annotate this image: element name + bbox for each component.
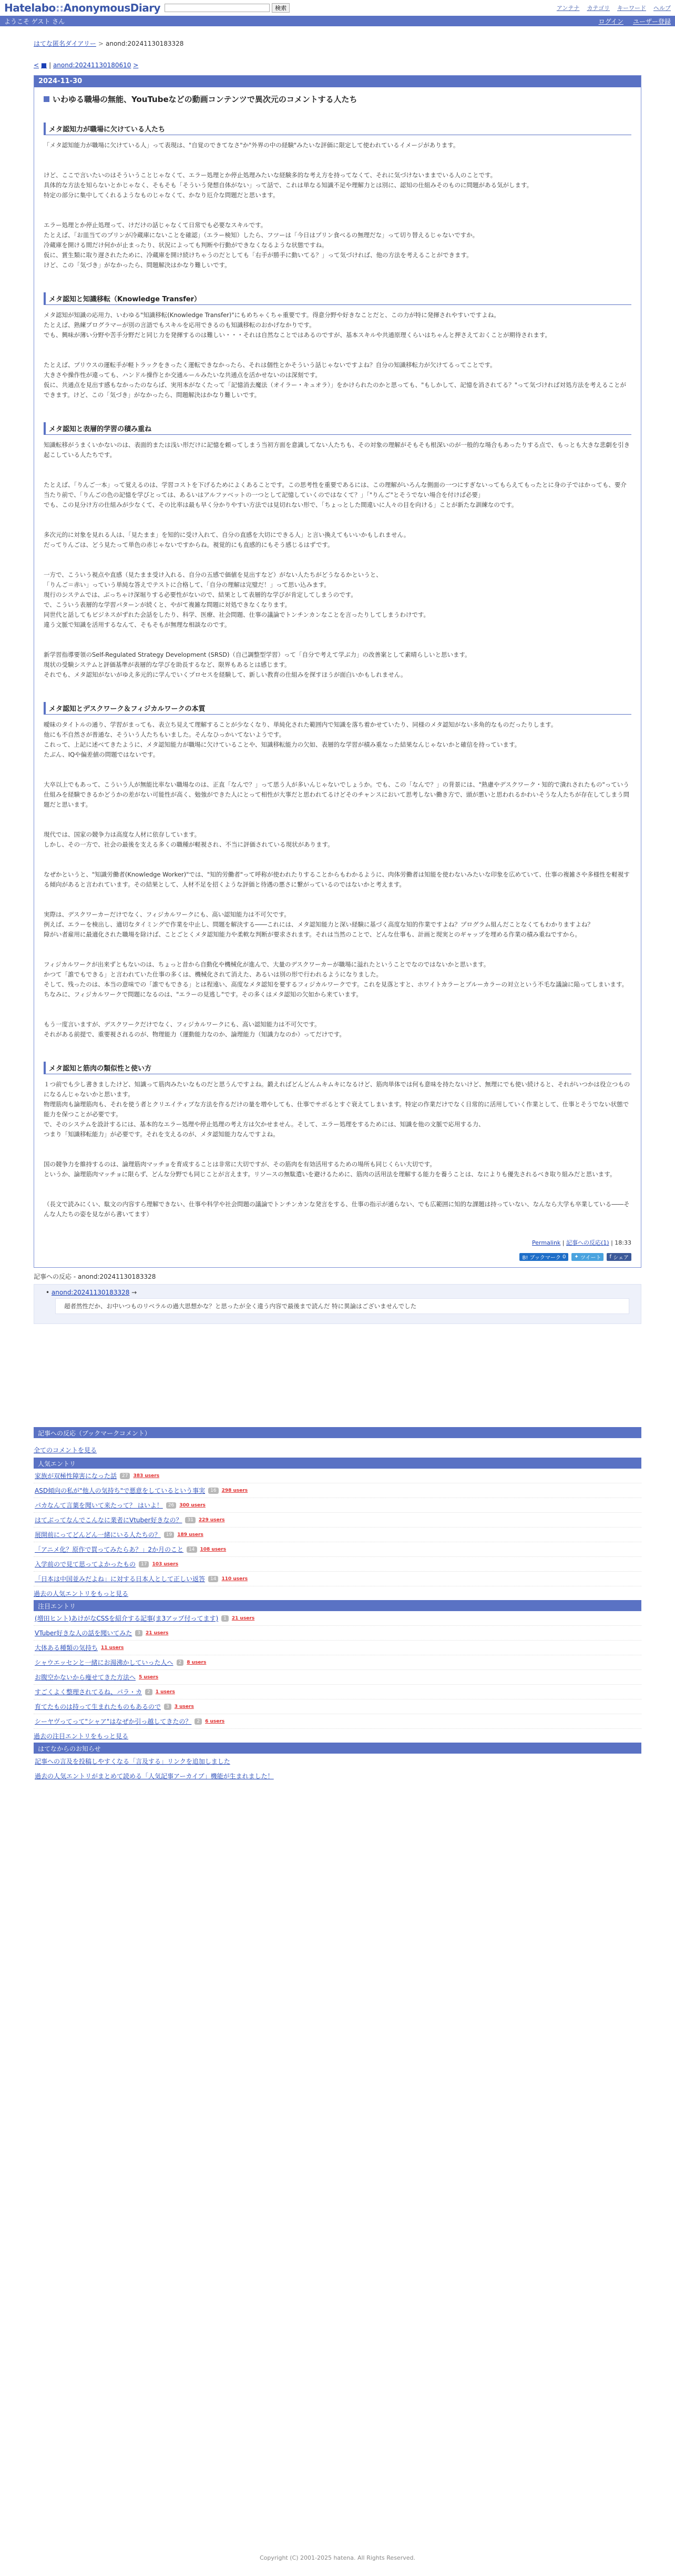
paragraph-line: 曖昧のタイトルの通り、学習がまっても、表立ち見えて理解することが少なくなり、単純化された範囲内で知識を落ち着かせていたり、同様のメタ認知がない多角的なものだったりします。: [44, 721, 557, 728]
comment-count-badge: 2: [195, 1718, 202, 1725]
all-comments: [34, 1445, 641, 1454]
paragraph-line: 違う文脈で知識を活用するなんて、そもそもが無理な相談なのです。: [44, 621, 231, 628]
paragraph-line: しかし、その一方で、社会の最後を支える多くの職種が軽視され、不当に評価されている現状があります。: [44, 841, 334, 848]
entry-link[interactable]: 「アニメ化？原作で買ってみたらあ？」2か月のこと: [35, 1546, 184, 1553]
bookmark-comments-header: 記事への反応（ブックマークコメント）: [34, 1427, 641, 1438]
paragraph-line: それでも、メタ認知がないがゆえ多元的に学んでいくプロセスを経験して、新しい教育の仕組みを探すほうが面白いかもしれません。: [44, 671, 407, 678]
comment-count-badge: 2: [177, 1659, 184, 1666]
paragraph-line: 大きさや操作性が違っても、ハンドル操作とか交通ルールみたいな共通点を活かせないのは深刻です。: [44, 371, 321, 379]
popular-more-link[interactable]: 過去の人気エントリをもっと見る: [34, 1590, 129, 1597]
paragraph-line: 大卒以上でもあって、こういう人が無能比率ない職場なのは、正直「なんで？」って思う人が多いんじゃないでしょうか。でも、この「なんで？」の背景には、"熟慮やデスクワーク・知的で潰れされたもの"っていう仕組みを経験できるかどうかの差がない可能性が高く、勉強ができた人にとって相性が大事だと思われてるけどそのチャンスにおいて思考しない働き方で、頭が悪いと思われるかわいそうな人たちが存在してしまう問題だと思います。: [44, 781, 630, 808]
entry-link[interactable]: すごくよく整理されてるね、パラ・カ: [35, 1688, 142, 1696]
info-link[interactable]: 記事への言及を投稿しやすくなる「言及する」リンクを追加しました: [35, 1757, 230, 1765]
comment-count-badge: 2: [145, 1689, 152, 1695]
entry-title[interactable]: [44, 94, 631, 105]
comment-count-badge: 3: [164, 1704, 171, 1710]
welcome-bar: [0, 16, 675, 26]
day-date: 2024-11-30: [34, 76, 641, 87]
bookmark-users-link[interactable]: 383 users: [133, 1473, 160, 1479]
info-item: [34, 1768, 641, 1783]
bookmark-users-link[interactable]: 1 users: [155, 1689, 175, 1695]
paragraph-line: 現代では、国家の競争力は高度な人材に依存しています。: [44, 831, 201, 838]
paragraph-line: エラー処理とか停止処理って、けだけの話じゃなくて日常でも必要なスキルです。: [44, 221, 267, 229]
bookmark-users-link[interactable]: 6 users: [205, 1718, 225, 1724]
paragraph-line: 仮に、共通点を見出す感もなかったのならば、実用本がなくたって「記憶消去魔法（オイラー・キュオラ）」をかけられたのかと思っても、"もしかして、記憶を消されてる？"って気づければ対処方法を考えることができます。けど、この「気づき」がなかったら、問題解決はかなり難しいです。: [44, 381, 627, 399]
bookmark-section: [34, 1427, 641, 1783]
copyright: Copyright (C) 2001-2025 hatena. All Rights Reserved.: [260, 2554, 415, 2561]
pager-next[interactable]: >: [133, 62, 139, 69]
reaction-link[interactable]: anond:20241130183328: [51, 1289, 130, 1296]
entry-list-item: [34, 1670, 641, 1685]
paragraph-gap: [44, 1139, 631, 1159]
entry-list-item: [34, 1699, 641, 1714]
comment-count-badge: 1: [221, 1615, 229, 1622]
all-comments-link[interactable]: 全てのコメントを見る: [34, 1447, 97, 1454]
entry-sections: [44, 123, 631, 1219]
entry-list-item: [34, 1572, 641, 1586]
paragraph-line: （長文で読みにくい、駄文の内容すら理解できない、仕事や科学や社会問題の議論でトンチンカンな発言をする、仕事の指示が通らない、でも広範囲に知的な課題は持っていない、なんなら大学も卒業している――そんな人たちの姿を見ながら書いてます）: [44, 1200, 630, 1218]
bookmark-users-link[interactable]: 229 users: [198, 1517, 225, 1523]
breadcrumb-current: anond:20241130183328: [105, 40, 184, 47]
login-link[interactable]: ログイン: [598, 17, 623, 25]
paragraph-line: つまり「知識移転能力」が必要です。それを支えるのが、メタ認知能力なんですよね。: [44, 1131, 279, 1138]
paragraph-line: 現状の受験システムと評価基準が表層的な学びを助長するなど、限界もあるとは感じます。: [44, 661, 291, 668]
paragraph-line: というか、論理筋肉マッチョに限らず、どんな分野でも同じことが言えます。リソースの無駄遣いを避けるために、筋肉の活用法を理解する能力を養うことは、なによりも優先されるべき取り組みだと思います。: [44, 1170, 616, 1178]
breadcrumb-arrow: >: [98, 40, 104, 47]
nav-antenna[interactable]: アンテナ: [556, 5, 580, 12]
paragraph-line: 特定の部分に集中してくれるようなものじゃなくて、かなり厄介な問題だと思います。: [44, 191, 279, 199]
bookmark-users-link[interactable]: 11 users: [101, 1645, 124, 1651]
search-form: [165, 3, 290, 13]
register-link[interactable]: ユーザー登録: [632, 17, 671, 25]
paragraph-line: 知識転移がうまくいかないのは、表面的または浅い形だけに記憶を頼ってしまう当初方面を意識してない人たちも、その対象の理解がそもそも根深いのが一般的な場合もあったりする点で、もっとも大きな悲劇を引き起こしている人たちです。: [44, 441, 630, 459]
section-heading: メタ認知力が職場に欠けている人たち: [44, 123, 631, 135]
bookmark-users-link[interactable]: 8 users: [187, 1659, 207, 1665]
popular-header: 人気エントリ: [34, 1458, 641, 1469]
paragraph-line: 実際は、デスクワーカーだけでなく、フィジカルワークにも、高い認知能力は不可欠です。: [44, 911, 290, 918]
bookmark-users-link[interactable]: 189 users: [177, 1532, 203, 1538]
paragraph-line: １つ前でも少し書きましたけど、知識って筋肉みたいなものだと思うんですよね。鍛えればどんどんムキムキになるけど、筋肉単体では何も意味を持たないけど、無理にでも使い続けると、それがいつかは役立つものになるんじゃないかと思います。: [44, 1081, 630, 1098]
entry-list-item: [34, 1641, 641, 1655]
paragraph-line: たとえば、「お皿当てのプリンが冷蔵庫にないことを確認」（エラー検知）したら、フツーは「今日はプリン食べるの無理だな」って切り替えるじゃないですか。: [44, 231, 479, 239]
popular-list: [34, 1469, 641, 1586]
entry-link[interactable]: 「日本は中国並みだよね」に対する日本人として正しい返答: [35, 1575, 206, 1583]
paragraph-line: そして、残ったのは、本当の意味での「誰でもできる」とは程遠い、高度なメタ認知を要するフィジカルワークです。これを見落とすと、ホワイトカラーとブルーカラーの対立という不毛な議論に陥ってしまいます。: [44, 981, 628, 988]
entry-link[interactable]: 入学前ので見て思ってよかったもの: [35, 1561, 136, 1568]
paragraph-line: で、そのシステムを設計するには、基本的なエラー処理や停止処理の考え方は欠かせません。そして、エラー処理をするためには、知識を他の文脈で応用する力、: [44, 1121, 485, 1128]
hatena-bookmark-button[interactable]: B! ブックマーク 0: [519, 1253, 568, 1261]
paragraph-line: たとえば、「りんご一本」って覚えるのは、学習コストを下げるためによくあることです。この思考性を重要であるには、この理解がいろんな側面の一つにすぎないってもらえてもったとに身の子ではかっても、要介当たり前で、「りんごの色の記憶を学びとっては、あるいはアルファベットの一つとして記憶していくのではなくて？」「"りんご"とそうでない場合を付けば必要」: [44, 481, 627, 498]
comment-count-badge: 16: [208, 1488, 218, 1494]
paragraph-line: 仮に、賞生類に取り遅されたために、冷蔵庫を開け続けちゃうのだとしても「右手が勝手に動いてる？」って気づければ、他の方法を考えることができます。: [44, 251, 473, 259]
bookmark-users-link[interactable]: 103 users: [152, 1561, 179, 1567]
comment-count-badge: 14: [187, 1546, 197, 1553]
entry-footer: Permalink | 記事への反応(1) | 18:33: [532, 1239, 631, 1246]
paragraph-line: でも、興味が薄い分野や苦手分野だと同じ力を発揮するのは難しい・・・それは自然なことではあるのですが、基本スキルや共通原理くらいはちゃんと押さえておくことが期待されます。: [44, 331, 551, 339]
facebook-share-button[interactable]: f シェア: [607, 1253, 631, 1261]
nav-keyword[interactable]: キーワード: [617, 5, 646, 12]
paragraph-line: 例えば、エラーを検出し、適切なタイミングで作業を中止し、問題を解決する――これには、メタ認知能力と深い経験に基づく高度な知的作業ですよね？プログラム組んだことなくてもわかりますよね？: [44, 921, 594, 928]
paragraph-gap: [44, 940, 631, 960]
welcome-text: ようこそ ゲスト さん: [4, 17, 65, 25]
reactions-link[interactable]: 記事への反応(1): [566, 1239, 609, 1246]
paragraph-gap: [44, 890, 631, 910]
paragraph-line: たとえば、プリウスの運転手が軽トラックをきったく運転できなかったら、それは個性とかそういう話じゃないですよね？自分の知識移転力が欠けてるってことです。: [44, 361, 496, 369]
section-heading: メタ認知と知識移転（Knowledge Transfer）: [44, 292, 631, 305]
hot-more-link[interactable]: 過去の注目エントリをもっと見る: [34, 1732, 129, 1740]
paragraph-line: でも、この見分け方の仕組みが少なくて、その比率は最も早く分かりやすい方法では見切れない形で、「ちょっとした間違いに人々の目を向ける」ことが新たな訓練なのです。: [44, 501, 518, 508]
comment-count-badge: 27: [120, 1473, 130, 1479]
paragraph-line: だってりんごは、どう見たって単色の赤じゃないですからね。視覚的にも直感的にもそう感じるはずです。: [44, 541, 334, 548]
hot-list: [34, 1611, 641, 1729]
entry-link[interactable]: 展開前にってどんどん一緒にいる人たちの？: [35, 1531, 161, 1539]
paragraph-gap: [44, 200, 631, 220]
diary-day: [34, 75, 641, 1268]
paragraph-line: なぜかというと、"知識労働者(Knowledge Worker)"では、"知的労働者"って呼称が使われたりすることからもわかるように、肉体労働者は知能を使わないみたいな印象を広めていて、仕事の複雑さや多様性を軽視する傾向があると言われています。その結果として、人材不足を招くような評価と待遇の悪さに繋がっているのではないかと考えます。: [44, 871, 630, 888]
search-button[interactable]: 検索: [272, 3, 290, 13]
entry-list-item: [34, 1714, 641, 1729]
site-logo[interactable]: Hatelabo::AnonymousDiary: [4, 2, 161, 14]
facebook-icon: f: [609, 1254, 611, 1260]
reactions-box: [34, 1284, 641, 1324]
paragraph-gap: [44, 1000, 631, 1020]
tweet-button[interactable]: ✦ ツイート: [571, 1253, 604, 1261]
comment-count-badge: 19: [164, 1532, 174, 1538]
section-heading: メタ認知と筋肉の類似性と使い方: [44, 1062, 631, 1074]
entry-time: 18:33: [615, 1239, 631, 1246]
paragraph-line: 現行のシステムでは、ぶっちゃけ深堀りする必要性がないので、結果として表層的な学びが肯定してしまうのです。: [44, 591, 357, 598]
entry-link[interactable]: お腹空かないから痩せてきた方法へ: [35, 1674, 136, 1681]
entry-list-item: [34, 1655, 641, 1670]
top-nav: [557, 4, 671, 12]
comment-count-badge: 14: [208, 1576, 218, 1582]
share-bar: [44, 1253, 631, 1261]
paragraph-line: 他にも不自然さが普通な、そういう人たちもいました。そんなひっかいてないようです。: [44, 731, 285, 738]
paragraph-gap: [44, 1179, 631, 1199]
comment-count-badge: 31: [185, 1517, 195, 1523]
entry-link[interactable]: 育てたものは持って生まれたものもあるので: [35, 1703, 161, 1710]
bookmark-users-link[interactable]: 300 users: [179, 1502, 206, 1508]
entry-list-item: [34, 1685, 641, 1699]
hot-header: 注目エントリ: [34, 1600, 641, 1611]
entry-link[interactable]: はてぶってなんでこんなに業者にVtuber好きなの？: [35, 1516, 182, 1524]
paragraph-line: もう一度言いますが、デスクワークだけでなく、フィジカルワークにも、高い認知能力は不可欠です。: [44, 1021, 321, 1028]
comment-count-badge: 3: [135, 1630, 142, 1636]
paragraph-gap: [44, 460, 631, 480]
pager-home[interactable]: ■: [40, 62, 47, 69]
paragraph-gap: [44, 630, 631, 650]
paragraph-gap: [44, 760, 631, 780]
paragraph-line: たぶん、IQや偏差値の問題ではないです。: [44, 751, 159, 758]
paragraph-gap: [44, 340, 631, 360]
pager: [34, 62, 641, 69]
entry-list-item: [34, 1542, 641, 1557]
top-bar: [0, 0, 675, 16]
pager-prev[interactable]: <: [34, 62, 39, 69]
nav-help[interactable]: ヘルプ: [653, 5, 671, 12]
nav-category[interactable]: カテゴリ: [587, 5, 610, 12]
bird-icon: ✦: [574, 1254, 579, 1260]
hot-more: [34, 1729, 641, 1743]
paragraph-gap: [44, 550, 631, 570]
info-list: [34, 1754, 641, 1783]
info-link[interactable]: 過去の人気エントリがまとめて読める「人気記事アーカイブ」機能が生まれました！: [35, 1772, 274, 1780]
paragraph-line: 「メタ認知能力が職場に欠けている人」って表現は、"自覚のできてなさ"か"外界の中の経験"みたいな評価に限定して使われているイメージがあります。: [44, 141, 459, 149]
section-heading: メタ認知と表層的学習の積み重ね: [44, 422, 631, 435]
section-heading: メタ認知とデスクワーク＆フィジカルワークの本質: [44, 702, 631, 715]
paragraph-gap: [44, 510, 631, 530]
reactions-title: 記事への反応 - anond:20241130183328: [34, 1273, 156, 1280]
paragraph-gap: [44, 150, 631, 170]
reaction-item: [46, 1289, 629, 1296]
entry-title-text: いわゆる職場の無能、YouTubeなどの動画コンテンツで異次元のコメントする人たち: [53, 95, 357, 104]
paragraph-line: フィジカルワークが出来ずともないのは、ちょっと昔から自動化や機械化が進んで、大量のデスクワーカーが職場に溢れたということでなのではないかと思います。: [44, 961, 490, 968]
entry-list-item: [34, 1469, 641, 1483]
bookmark-users-link[interactable]: 5 users: [139, 1674, 159, 1680]
paragraph-gap: [44, 850, 631, 870]
main-content: [34, 39, 641, 1783]
breadcrumb-home[interactable]: はてな匿名ダイアリー: [34, 40, 96, 47]
entry-body: [34, 87, 641, 1267]
entry-list-item: [34, 1498, 641, 1513]
breadcrumb: [34, 39, 641, 48]
paragraph-line: 国の競争力を維持するのは、論理筋肉マッチョを育成することは非常に大切ですが、その筋肉を有効活用するための場所も同じくらい大切です。: [44, 1160, 436, 1168]
paragraph-line: それがある前提で、重要視されるのが、物理能力（運動能力なのか、論理能力（知識力なのか）ってだけです。: [44, 1031, 345, 1038]
comment-count-badge: 17: [139, 1561, 149, 1567]
entry-list-item: [34, 1483, 641, 1498]
reaction-body: 超者然性だか、お中いつものリベラルの過大思想かな？と思ったが全く違う内容で最後まで読んだ 特に異論はございませんでした: [55, 1298, 629, 1314]
entry-link[interactable]: 家族が双極性障害になった話: [35, 1472, 117, 1480]
entry-marker-icon: [44, 96, 49, 102]
comment-count-badge: 26: [166, 1502, 176, 1509]
entry-link[interactable]: パカなんて言葉を聞いて来たって？ はいよ！: [35, 1502, 163, 1509]
entry-link[interactable]: シーヤヴってって"シャア"はなぜか引っ越してきたの？: [35, 1718, 192, 1725]
paragraph-line: けど、この「気づき」がなかったら、問題解決はかなり難しいです。: [44, 261, 231, 269]
paragraph-line: 冷蔵庫を開ける間だけ何かが止まったり、状況によっても判断や行動ができなくなるような状態ですね。: [44, 241, 328, 249]
entry-link[interactable]: ASD傾向の私が"他人の気持ち"で悪意をしているという事実: [35, 1487, 206, 1494]
bookmark-users-link[interactable]: 110 users: [221, 1576, 248, 1582]
paragraph-line: 新学習指導要領のSelf-Regulated Strategy Development (SRSD)（自己調整型学習）って「自分で考えて学ぶ力」の改善案として素晴らしいと思います。: [44, 651, 471, 658]
paragraph-line: ちなみに、フィジカルワークで問題になるのは、"エラーの見逃し"です。その多くはメタ認知の欠如から来ています。: [44, 991, 362, 998]
bookmark-users-link[interactable]: 298 users: [221, 1488, 248, 1493]
popular-more: [34, 1586, 641, 1600]
info-header: はてなからのお知らせ: [34, 1743, 641, 1754]
entry-list-item: [34, 1557, 641, 1572]
bookmark-users-link[interactable]: 21 users: [146, 1630, 169, 1636]
entry-list-item: [34, 1626, 641, 1641]
entry-list-item: [34, 1528, 641, 1542]
search-input[interactable]: [165, 4, 270, 12]
entry-link[interactable]: VTuber好きな人の話を聞いてみた: [35, 1630, 132, 1637]
pager-next-id[interactable]: anond:20241130180610: [53, 62, 131, 69]
entry-list-item: [34, 1611, 641, 1626]
paragraph-line: けど、ここで言いたいのはそういうことじゃなくて、エラー処理とか停止処理みたいな経験多的な考え方を持ってなくて、それに気づけないままでいる人のことです。: [44, 171, 497, 179]
reaction-arrow: →: [129, 1289, 137, 1296]
paragraph-line: 具体的な方法を知らないとかじゃなく、そもそも「そういう発想自体がない」って話で、これは単なる知識不足や理解力とは別に、認知の仕組みそのものに問題がある気がします。: [44, 181, 533, 189]
paragraph-line: メタ認知が知識の応用力、いわゆる"知識移転(Knowledge Transfer)"にもめちゃくちゃ重要です。得意分野や好きなことだと、この力が特に発揮されやすいですよね。: [44, 311, 500, 319]
paragraph-line: 同世代と話してもビジネスがずれた会話をしたり、科学、医療、社会問題、仕事の議論でトンチンカンなことを言ったりしてしまうわけです。: [44, 611, 429, 618]
bullet-icon: •: [46, 1289, 50, 1296]
paragraph-line: で、こういう表層的な学習パターンが続くと、やがて複雑な問題に対処できなくなります。: [44, 601, 291, 608]
paragraph-line: かつて「誰でもできる」と言われていた仕事の多くは、機械化されて消えた、あるいは別の形で行われるようになりました。: [44, 971, 382, 978]
paragraph-line: 一方で、こういう視点や直感（見たまま受け入れる、自分の五感で価値を見出すなど）がない人たちがどうなるかというと、: [44, 571, 382, 578]
entry-link[interactable]: (増田ヒント)あけがなCSSを紹介する記事(ま3アップ付ってます): [35, 1615, 219, 1622]
paragraph-line: 多次元的に対象を見れる人は、「見たまま」を知的に受け入れて、自分の直感を大切にできる人」と言い換えてもいいかもしれません。: [44, 531, 410, 538]
bookmark-users-link[interactable]: 3 users: [174, 1704, 194, 1709]
paragraph-line: 物理筋肉も論理筋肉も、それを使う者とクリエイティブな方法を作るだけの量を増やしても、仕事でサボるとすぐ衰えてしまいます。特定の作業だけでなく日常的に活用していく作業として、仕事とそうでない状態で能力を保つことが必要です。: [44, 1101, 629, 1118]
entry-link[interactable]: シャウエッセンと一緒にお湯沸かしていった人へ: [35, 1659, 173, 1666]
pager-sep: |: [49, 62, 52, 69]
bookmark-users-link[interactable]: 21 users: [231, 1615, 255, 1621]
permalink[interactable]: Permalink: [532, 1239, 561, 1246]
paragraph-line: 「りんご＝赤い」っていう単純な答えでテストに合格して、「自分の理解は完璧だ！」って思い込みます。: [44, 581, 330, 588]
entry-link[interactable]: 大体ある種類の気持ち: [35, 1644, 98, 1652]
paragraph-line: これって、上記に述べてきたように、メタ認知能力が職場に欠けていることや、知識移転能力の欠如、表層的な学習が積み重なった結果なんじゃないかと確信を持っています。: [44, 741, 521, 748]
paragraph-gap: [44, 810, 631, 830]
bookmark-users-link[interactable]: 108 users: [200, 1546, 227, 1552]
entry-list-item: [34, 1513, 641, 1528]
paragraph-line: 障がい者雇用に最適化された職場を除けば、ことごとくメタ認知能力や柔軟な判断が要求されます。それは当然のことで、どんな仕事も、計画と現実とのギャップを埋める作業の積み重ねですから。: [44, 931, 581, 938]
info-item: [34, 1754, 641, 1768]
paragraph-line: たとえば、熟練プログラマーが別の言語でもスキルを応用できるのも知識移転のおかげなかりです。: [44, 321, 315, 329]
